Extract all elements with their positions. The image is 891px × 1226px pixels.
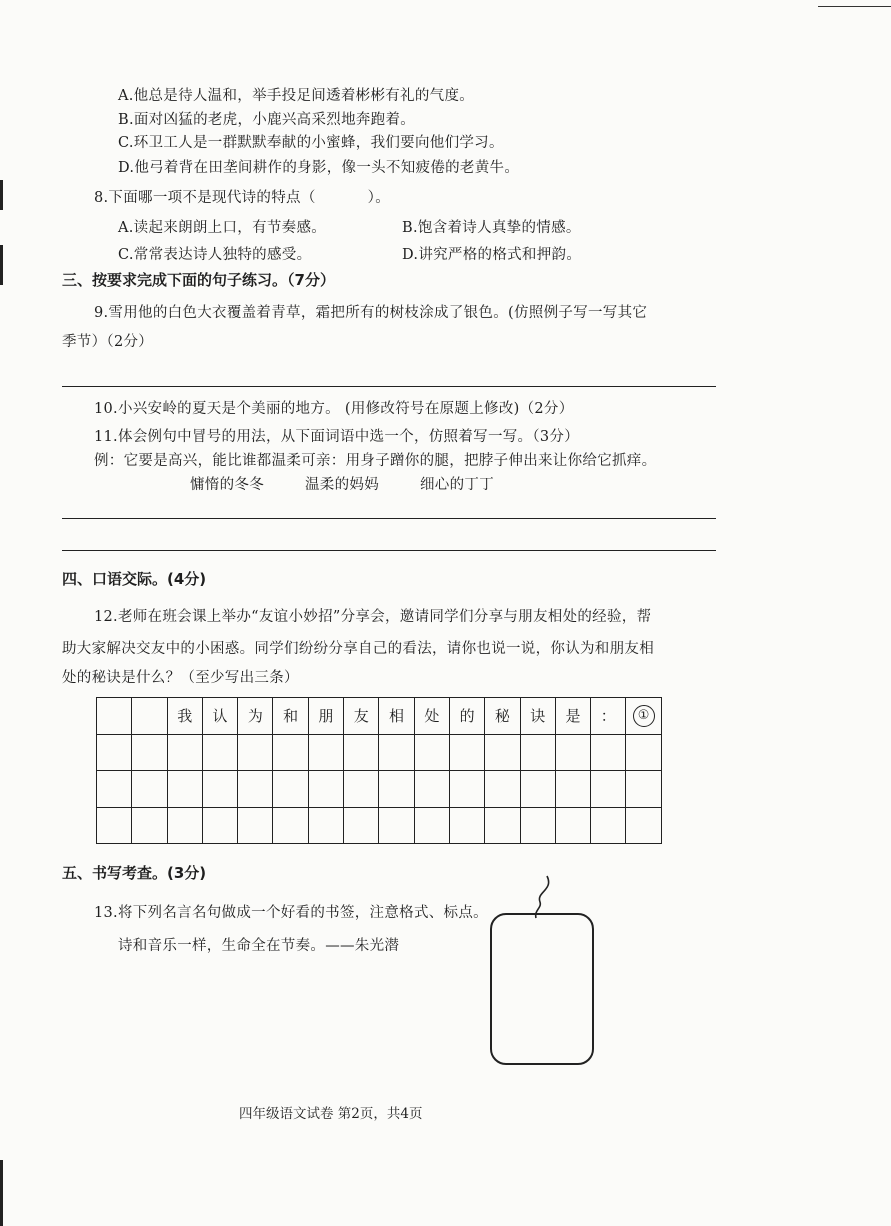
section3-title: 三、按要求完成下面的句子练习。（7分）	[62, 271, 335, 289]
q12-line1: 12.老师在班会课上举办“友谊小妙招”分享会，邀请同学们分享与朋友相处的经验，帮	[94, 609, 652, 625]
q12-line3: 处的秘诀是什么？（至少写出三条）	[62, 670, 299, 686]
q9-line1: 9.雪用他的白色大衣覆盖着青草，霜把所有的树枝涂成了银色。(仿照例子写一写其它	[94, 305, 648, 321]
grid-cell[interactable]	[202, 771, 237, 808]
grid-cell[interactable]	[238, 734, 273, 771]
q9-line2: 季节）（2分）	[62, 334, 154, 350]
grid-cell[interactable]	[485, 771, 520, 808]
grid-cell[interactable]	[132, 807, 167, 844]
grid-cell-numbered	[626, 698, 661, 735]
q7-option-a: A.他总是待人温和，举手投足间透着彬彬有礼的气度。	[118, 88, 475, 104]
grid-cell[interactable]	[344, 771, 379, 808]
q11-answer-line[interactable]	[62, 518, 716, 519]
grid-cell[interactable]	[202, 734, 237, 771]
q7-option-d: D.他弓着背在田垄间耕作的身影，像一头不知疲倦的老黄牛。	[118, 160, 520, 176]
scan-artifact-line	[818, 6, 891, 7]
grid-cell[interactable]	[379, 807, 414, 844]
grid-cell[interactable]	[132, 771, 167, 808]
page-footer: 四年级语文试卷 第2页，共4页	[239, 1106, 423, 1122]
grid-cell: 秘	[485, 698, 520, 735]
grid-cell[interactable]	[202, 807, 237, 844]
grid-row	[97, 771, 662, 808]
grid-cell[interactable]	[414, 807, 449, 844]
grid-cell[interactable]	[555, 771, 590, 808]
grid-cell[interactable]	[449, 807, 484, 844]
grid-cell[interactable]	[238, 771, 273, 808]
grid-cell[interactable]	[520, 734, 555, 771]
grid-cell[interactable]	[520, 771, 555, 808]
q8-stem	[94, 188, 390, 208]
grid-cell[interactable]	[344, 734, 379, 771]
q9-answer-line[interactable]	[62, 386, 716, 387]
grid-cell[interactable]	[132, 698, 167, 735]
grid-cell[interactable]	[449, 734, 484, 771]
grid-cell: 处	[414, 698, 449, 735]
grid-row	[97, 698, 662, 735]
grid-cell[interactable]	[591, 771, 626, 808]
grid-cell[interactable]	[167, 807, 202, 844]
q11-word-option: 慵惰的冬冬	[190, 477, 264, 493]
section5-title: 五、书写考查。(3分)	[62, 864, 207, 882]
q11-text: 11.体会例句中冒号的用法，从下面词语中选一个，仿照着写一写。（3分）	[94, 429, 580, 445]
grid-cell[interactable]	[344, 807, 379, 844]
grid-cell[interactable]	[485, 734, 520, 771]
q10-text: 10.小兴安岭的夏天是个美丽的地方。 (用修改符号在原题上修改)（2分）	[94, 401, 574, 417]
grid-cell[interactable]	[97, 734, 132, 771]
grid-cell[interactable]	[167, 734, 202, 771]
q11-word-option: 细心的丁丁	[420, 477, 494, 493]
q11-word-option: 温柔的妈妈	[305, 477, 379, 493]
grid-cell: 我	[167, 698, 202, 735]
grid-cell[interactable]	[167, 771, 202, 808]
scan-edge-mark	[0, 245, 3, 285]
q8-option-c: C.常常表达诗人独特的感受。	[118, 247, 312, 263]
grid-cell: 友	[344, 698, 379, 735]
grid-cell: ：	[591, 698, 626, 735]
grid-cell: 为	[238, 698, 273, 735]
q8-option-a: A.读起来朗朗上口，有节奏感。	[118, 220, 327, 236]
q7-option-b: B.面对凶猛的老虎，小鹿兴高采烈地奔跑着。	[118, 112, 416, 128]
q8-stem-prefix: 8.下面哪一项不是现代诗的特点（	[94, 190, 316, 206]
q13-text: 13.将下列名言名句做成一个好看的书签，注意格式、标点。	[94, 905, 488, 921]
q12-line2: 助大家解决交友中的小困惑。同学们纷纷分享自己的看法，请你也说一说，你认为和朋友相	[62, 641, 654, 657]
grid-cell[interactable]	[520, 807, 555, 844]
grid-cell: 和	[273, 698, 308, 735]
grid-cell[interactable]	[449, 771, 484, 808]
grid-cell[interactable]	[414, 771, 449, 808]
writing-grid[interactable]	[96, 697, 662, 844]
q11-answer-line[interactable]	[62, 550, 716, 551]
grid-cell[interactable]	[414, 734, 449, 771]
grid-cell[interactable]	[626, 807, 661, 844]
q11-example: 例：它要是高兴，能比谁都温柔可亲：用身子蹭你的腿，把脖子伸出来让你给它抓痒。	[94, 453, 657, 469]
grid-cell[interactable]	[485, 807, 520, 844]
grid-cell[interactable]	[591, 734, 626, 771]
grid-row	[97, 734, 662, 771]
grid-cell: 是	[555, 698, 590, 735]
grid-row	[97, 807, 662, 844]
grid-cell[interactable]	[132, 734, 167, 771]
grid-cell[interactable]	[273, 734, 308, 771]
grid-cell: 的	[449, 698, 484, 735]
q8-option-b: B.饱含着诗人真挚的情感。	[402, 220, 581, 236]
grid-cell[interactable]	[308, 771, 343, 808]
bookmark-drawing-area[interactable]	[490, 913, 594, 1065]
grid-cell[interactable]	[238, 807, 273, 844]
grid-cell[interactable]	[273, 771, 308, 808]
scan-edge-mark	[0, 1160, 3, 1226]
section4-title: 四、口语交际。(4分)	[62, 570, 207, 588]
grid-cell[interactable]	[308, 807, 343, 844]
grid-cell: 认	[202, 698, 237, 735]
grid-cell[interactable]	[379, 734, 414, 771]
grid-cell[interactable]	[97, 771, 132, 808]
grid-cell: 诀	[520, 698, 555, 735]
q8-option-d: D.讲究严格的格式和押韵。	[402, 247, 582, 263]
grid-cell[interactable]	[626, 771, 661, 808]
grid-cell[interactable]	[273, 807, 308, 844]
scan-edge-mark	[0, 180, 3, 210]
grid-cell[interactable]	[308, 734, 343, 771]
circled-number-one: ①	[633, 705, 655, 727]
grid-cell[interactable]	[555, 807, 590, 844]
grid-cell: 朋	[308, 698, 343, 735]
grid-cell: 相	[379, 698, 414, 735]
grid-cell[interactable]	[626, 734, 661, 771]
grid-cell[interactable]	[555, 734, 590, 771]
q13-quote: 诗和音乐一样，生命全在节奏。——朱光潜	[118, 938, 400, 954]
q8-stem-suffix: ）。	[367, 190, 390, 206]
grid-cell[interactable]	[379, 771, 414, 808]
q7-option-c: C.环卫工人是一群默默奉献的小蜜蜂，我们要向他们学习。	[118, 135, 504, 151]
grid-cell[interactable]	[97, 807, 132, 844]
grid-cell[interactable]	[591, 807, 626, 844]
grid-cell[interactable]	[97, 698, 132, 735]
